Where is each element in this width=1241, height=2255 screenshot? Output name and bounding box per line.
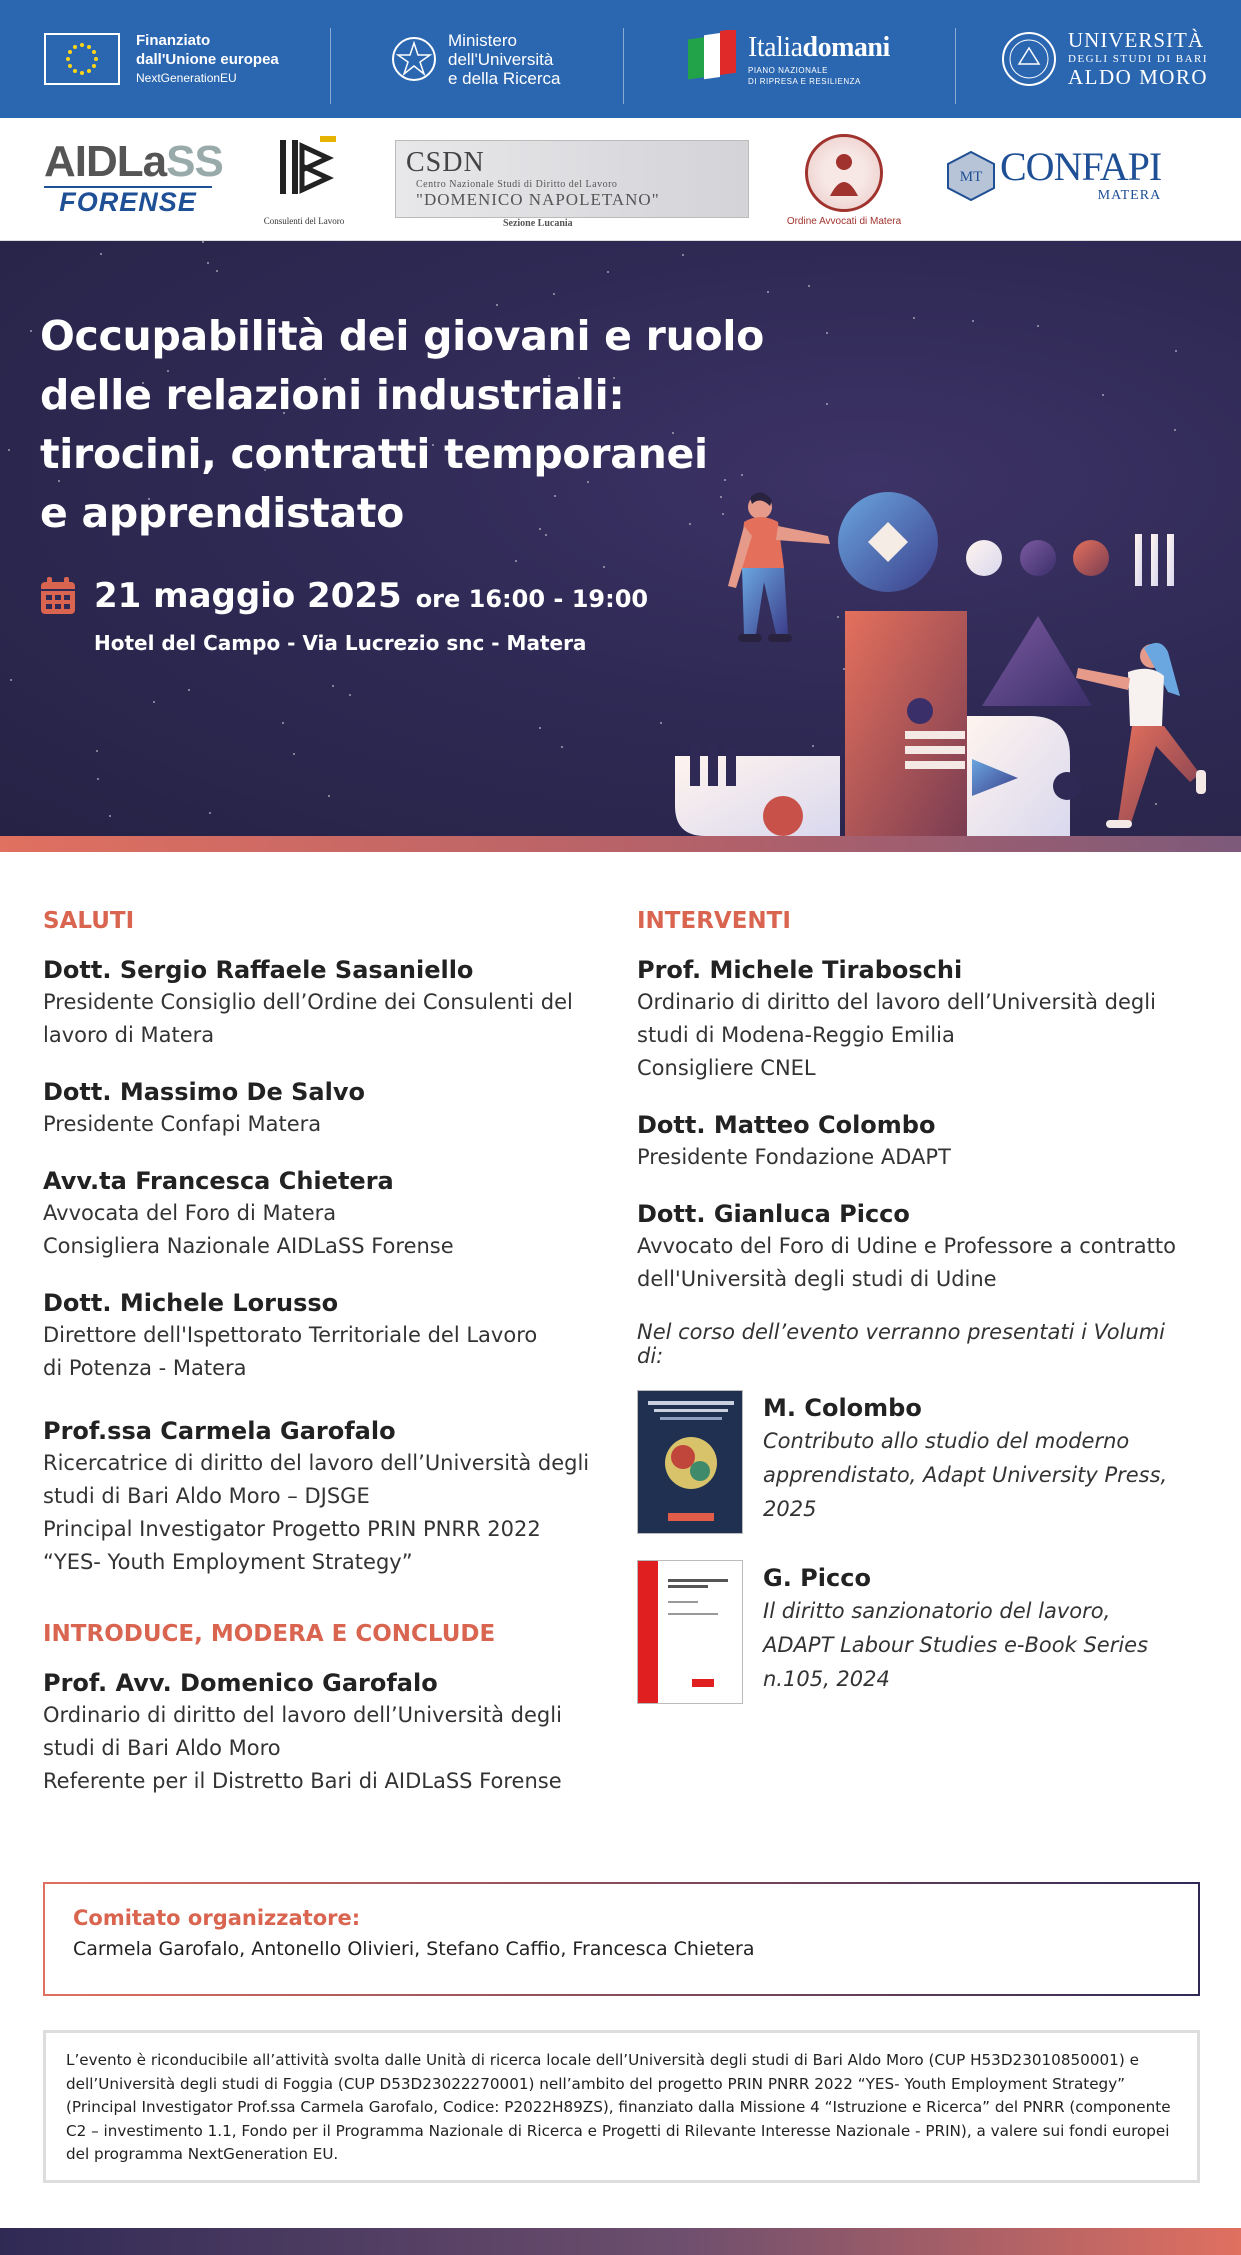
aidlass-logo <box>44 137 223 217</box>
book-cover-image <box>637 1560 743 1704</box>
speaker-role: Presidente Confapi Matera <box>43 1112 322 1136</box>
star-dot <box>349 694 351 696</box>
speaker-role: studi di Modena-Reggio Emilia <box>637 1023 955 1047</box>
ordine-seal-icon <box>805 134 883 212</box>
speaker-role: Consigliera Nazionale AIDLaSS Forense <box>43 1234 454 1258</box>
speaker-role: dell'Università degli studi di Udine <box>637 1267 997 1291</box>
star-dot <box>188 689 190 691</box>
star-dot <box>96 750 98 752</box>
star-dot <box>808 285 810 287</box>
star-dot <box>10 679 12 681</box>
speaker-role: Presidente Consiglio dell’Ordine dei Consulenti del <box>43 990 573 1014</box>
speaker-entry <box>43 1165 603 1263</box>
speaker-role: Avvocata del Foro di Matera <box>43 1201 337 1225</box>
star-dot <box>209 812 211 814</box>
speaker-entry <box>43 1287 603 1385</box>
speaker-name: Prof.ssa Carmela Garofalo <box>43 1417 396 1445</box>
book-title: ADAPT Labour Studies e-Book Series <box>763 1633 1149 1657</box>
star-dot <box>153 701 155 703</box>
book-entry <box>637 1560 1197 1704</box>
speaker-role: “YES- Youth Employment Strategy” <box>43 1550 413 1574</box>
consulenti-label: Consulenti del Lavoro <box>263 216 345 226</box>
star-dot <box>607 271 609 273</box>
star-dot <box>207 262 209 264</box>
star-dot <box>913 317 915 319</box>
star-dot <box>515 560 517 562</box>
eu-flag-icon <box>44 33 120 85</box>
star-dot <box>30 330 32 332</box>
funding-header <box>0 0 1241 118</box>
ministry-line3: e della Ricerca <box>448 68 561 88</box>
speaker-role: Principal Investigator Progetto PRIN PNRR 2022 <box>43 1517 541 1541</box>
hero-divider-stripe <box>0 836 1241 852</box>
speaker-name: Dott. Matteo Colombo <box>637 1111 936 1139</box>
speaker-role: di Potenza - Matera <box>43 1356 247 1380</box>
confapi-word: CONFAPI <box>1000 144 1162 189</box>
university-line3: ALDO MORO <box>1068 65 1209 89</box>
book-title: 2025 <box>763 1497 817 1521</box>
speaker-role: Consigliere CNEL <box>637 1056 816 1080</box>
speaker-name: Dott. Michele Lorusso <box>43 1289 339 1317</box>
moderator-role: studi di Bari Aldo Moro <box>43 1736 281 1760</box>
consulenti-lavoro-logo <box>262 132 346 226</box>
calendar-icon <box>40 577 76 615</box>
republic-emblem-icon <box>390 33 438 85</box>
star-dot <box>282 722 284 724</box>
ordine-label: Ordine Avvocati di Matera <box>786 216 902 227</box>
star-dot <box>8 449 10 451</box>
csdn-line1: Centro Nazionale Studi di Diritto del Lavoro <box>416 179 618 190</box>
star-dot <box>332 685 334 687</box>
speaker-entry <box>43 1415 603 1579</box>
interventi-heading: INTERVENTI <box>637 908 791 934</box>
star-dot <box>97 778 99 780</box>
moderator-name: Prof. Avv. Domenico Garofalo <box>43 1669 438 1697</box>
speaker-name: Prof. Michele Tiraboschi <box>637 956 963 984</box>
university-line2: DEGLI STUDI DI BARI <box>1068 53 1209 65</box>
university-seal-icon <box>1000 30 1058 88</box>
star-dot <box>328 795 330 797</box>
star-dot <box>216 270 218 272</box>
title-line: tirocini, contratti temporanei <box>40 430 708 478</box>
book-title: Contributo allo studio del moderno <box>763 1429 1130 1453</box>
title-line: delle relazioni industriali: <box>40 371 625 419</box>
divider <box>955 28 956 104</box>
star-dot <box>767 291 769 293</box>
title-line: Occupabilità dei giovani e ruolo <box>40 312 764 360</box>
speaker-role: studi di Bari Aldo Moro – DJSGE <box>43 1484 370 1508</box>
speaker-entry <box>637 954 1197 1085</box>
book-entry <box>637 1390 1197 1534</box>
program-right-column <box>637 908 1197 1730</box>
moderator-role: Ordinario di diritto del lavoro dell’Università degli <box>43 1703 562 1727</box>
saluti-heading: SALUTI <box>43 908 135 934</box>
event-date: 21 maggio 2025 <box>94 576 402 616</box>
divider <box>330 28 331 104</box>
star-dot <box>682 254 684 256</box>
speaker-role: Ordinario di diritto del lavoro dell’Università degli <box>637 990 1156 1014</box>
star-dot <box>553 293 555 295</box>
confapi-logo <box>942 146 1161 204</box>
university-logo <box>1000 0 1208 118</box>
star-dot <box>972 320 974 322</box>
speaker-role: Direttore dell'Ispettorato Territoriale del Lavoro <box>43 1323 538 1347</box>
star-dot <box>202 241 204 243</box>
speaker-entry <box>43 1076 603 1141</box>
star-dot <box>1102 394 1104 396</box>
italia-brand-b: domani <box>802 32 890 63</box>
aidlass-top-b: SS <box>166 137 223 186</box>
book-author: M. Colombo <box>763 1394 922 1422</box>
star-dot <box>109 815 111 817</box>
speaker-role: Avvocato del Foro di Udine e Professore a contratto <box>637 1234 1176 1258</box>
star-dot <box>539 727 541 729</box>
book-title: Il diritto sanzionatorio del lavoro, <box>763 1599 1111 1623</box>
moderator-entry <box>43 1667 603 1798</box>
speaker-name: Dott. Sergio Raffaele Sasaniello <box>43 956 474 984</box>
ministry-logo <box>390 0 560 118</box>
eu-line1: Finanziato <box>136 31 211 49</box>
university-line1: UNIVERSITÀ <box>1068 28 1204 52</box>
book-cover-image <box>637 1390 743 1534</box>
speaker-role: Ricercatrice di diritto del lavoro dell’Università degli <box>43 1451 590 1475</box>
csdn-line2: "DOMENICO NAPOLETANO" <box>416 190 660 209</box>
csdn-logo <box>395 140 749 229</box>
star-dot <box>1174 429 1176 431</box>
speaker-role: Presidente Fondazione ADAPT <box>637 1145 951 1169</box>
collaboration-illustration <box>660 456 1241 836</box>
moderator-heading: INTRODUCE, MODERA E CONCLUDE <box>43 1621 496 1647</box>
committee-heading: Comitato organizzatore: <box>73 1906 361 1930</box>
funding-footnote <box>43 2030 1200 2183</box>
star-dot <box>496 304 498 306</box>
italia-domani-logo <box>684 0 890 118</box>
eu-line2: dall'Unione europea <box>136 50 279 68</box>
moderator-role: Referente per il Distretto Bari di AIDLaSS Forense <box>43 1769 562 1793</box>
bottom-stripe <box>0 2228 1241 2255</box>
title-line: e apprendistato <box>40 489 404 537</box>
organizing-committee-box <box>43 1882 1200 1996</box>
program-left-column <box>43 908 603 1822</box>
italia-sub2: DI RIPRESA E RESILIENZA <box>748 77 861 86</box>
star-dot <box>1175 350 1177 352</box>
eu-line3: NextGenerationEU <box>136 70 237 85</box>
event-hero <box>0 241 1241 836</box>
speaker-entry <box>637 1109 1197 1174</box>
speaker-name: Avv.ta Francesca Chietera <box>43 1167 394 1195</box>
aidlass-top-a: AIDLa <box>44 137 167 186</box>
divider <box>623 28 624 104</box>
speaker-entry <box>43 954 603 1052</box>
ordine-avvocati-logo <box>782 134 906 227</box>
event-venue: Hotel del Campo - Via Lucrezio snc - Matera <box>94 631 587 655</box>
italia-domani-mark-icon <box>684 30 742 88</box>
committee-names: Carmela Garofalo, Antonello Olivieri, Stefano Caffio, Francesca Chietera <box>73 1938 755 1960</box>
partner-logos <box>0 118 1241 241</box>
star-dot <box>603 566 605 568</box>
star-dot <box>293 753 295 755</box>
eu-logo <box>44 0 279 118</box>
ministry-line2: dell'Università <box>448 49 554 69</box>
speaker-role: lavoro di Matera <box>43 1023 215 1047</box>
csdn-title: CSDN <box>406 147 485 178</box>
csdn-line3: Sezione Lucania <box>502 218 573 229</box>
italia-sub1: PIANO NAZIONALE <box>748 66 828 75</box>
ministry-line1: Ministero <box>448 30 517 50</box>
speaker-name: Dott. Massimo De Salvo <box>43 1078 365 1106</box>
event-date-row <box>40 576 648 616</box>
footnote-text: L’evento è riconducibile all’attività svolta dalle Unità di ricerca locale dell’Università degli studi di Bari Aldo Moro (CUP H53D23010850001) e dell’Università degli studi di Foggia (CUP D53D23022270001) nell’ambito del progetto PRIN PNRR 2022 “YES- Youth Employment Strategy” (Principal Investigator Prof.ssa Carmela Garofalo, Codice: P2022H89ZS), finanziato dalla Missione 4 “Istruzione e Ricerca” del PNRR (componente C2 – investimento 1.1, Fondo per il Programma Nazionale di Ricerca e Progetti di Rilevante Interesse Nazionale - PRIN), a valere sui fondi europei del programma NextGeneration EU. <box>66 2051 1171 2163</box>
confapi-hexagon-icon <box>942 148 1000 202</box>
book-title: apprendistato, Adapt University Press, <box>763 1463 1168 1487</box>
star-dot <box>1037 325 1039 327</box>
volumes-intro: Nel corso dell’evento verranno presentati i Volumi di: <box>637 1320 1166 1368</box>
book-author: G. Picco <box>763 1564 871 1592</box>
confapi-sub: MATERA <box>1097 188 1162 203</box>
speaker-name: Dott. Gianluca Picco <box>637 1200 910 1228</box>
event-time: ore 16:00 - 19:00 <box>415 585 649 613</box>
consulenti-mark-icon <box>262 132 346 208</box>
speaker-entry <box>637 1198 1197 1296</box>
star-dot <box>100 253 102 255</box>
italia-brand-a: Italia <box>748 32 803 63</box>
star-dot <box>561 746 563 748</box>
aidlass-bottom: FORENSE <box>44 186 212 216</box>
confapi-mark: MT <box>959 169 983 185</box>
book-title: n.105, 2024 <box>763 1667 890 1691</box>
